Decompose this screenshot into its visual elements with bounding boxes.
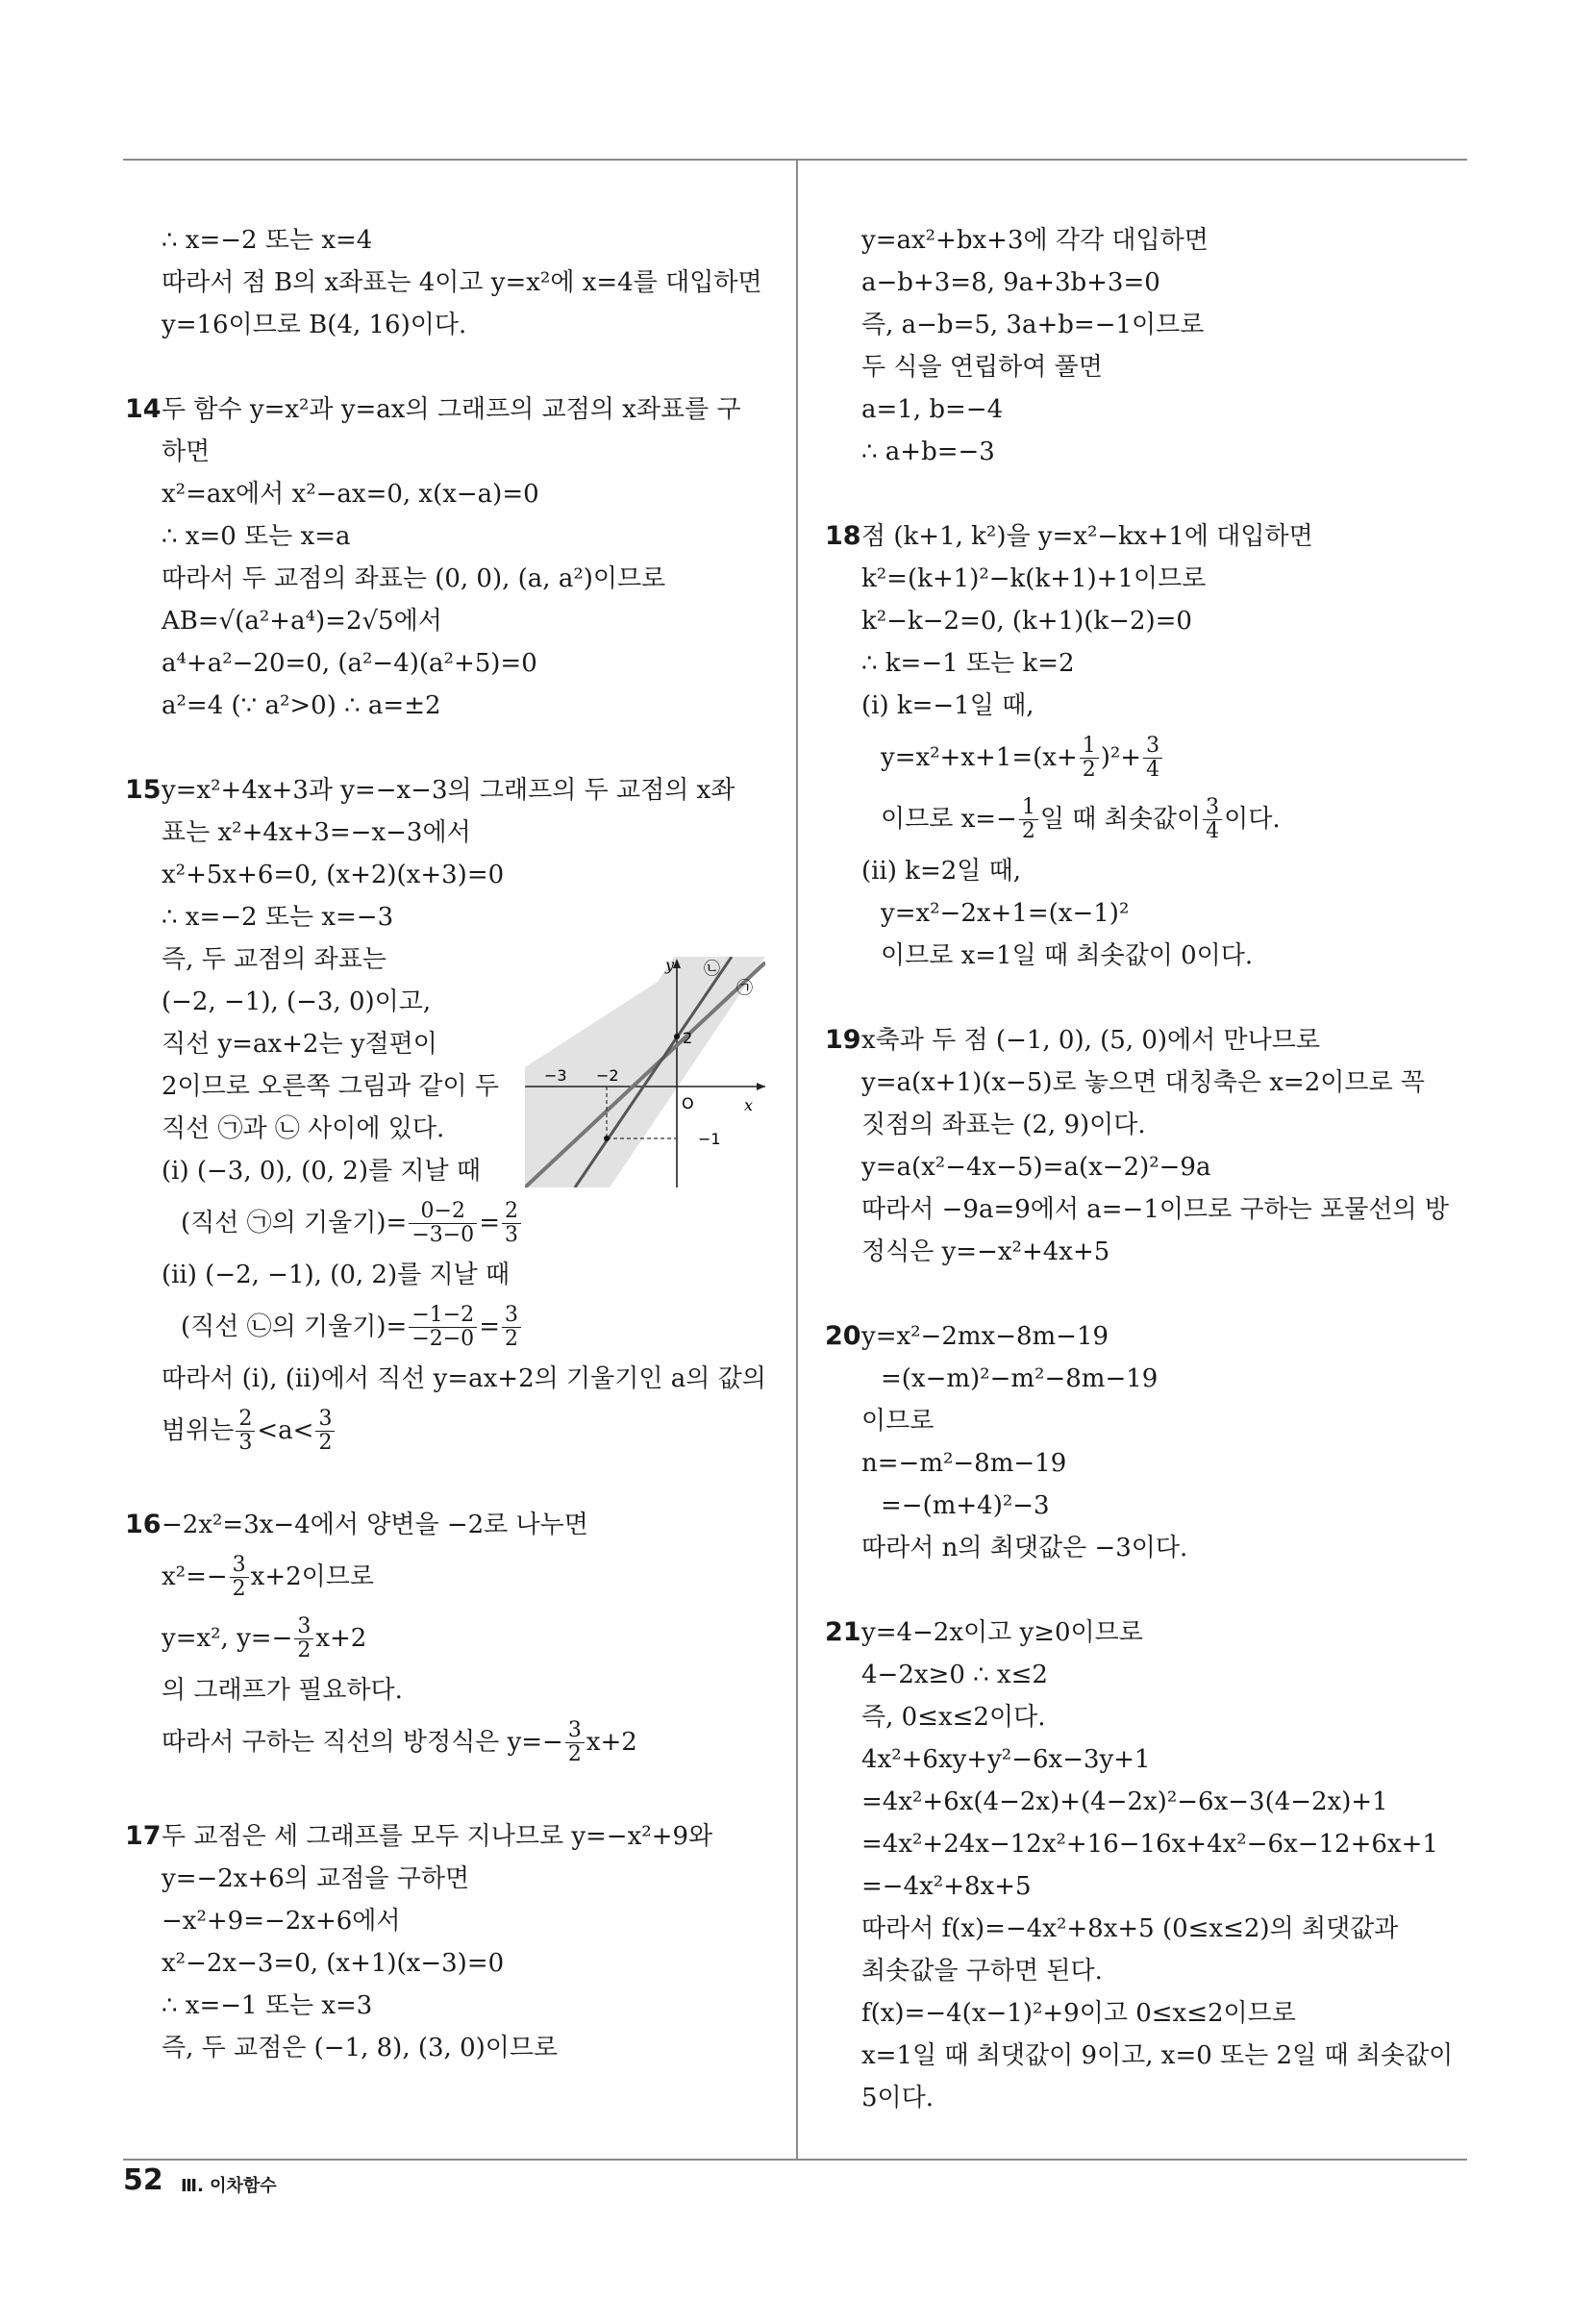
text-line: ∴ x=0 또는 x=a xyxy=(162,522,351,551)
point xyxy=(604,1136,610,1141)
text-line: 4−2x≥0 ∴ x≤2 xyxy=(861,1661,1048,1689)
text-line: y=x²−2x+1=(x−1)² xyxy=(881,899,1130,928)
slope-line-1 xyxy=(125,1192,779,1254)
text-line: y=x²−2mx−8m−19 xyxy=(861,1322,1109,1351)
text-line: (−2, −1), (−3, 0)이고, xyxy=(162,987,432,1016)
text-line: x²−2x−3=0, (x+1)(x−3)=0 xyxy=(162,1949,505,1978)
problem-number: 21 xyxy=(825,1617,861,1647)
line-region-figure xyxy=(525,957,765,1187)
text: 범위는 xyxy=(162,1416,235,1445)
text-line: x²=ax에서 x²−ax=0, x(x−a)=0 xyxy=(162,480,539,509)
text-line: x=1일 때 최댓값이 9이고, x=0 또는 2일 때 최솟값이 xyxy=(861,2041,1454,2070)
text-line: 두 함수 y=x²과 y=ax의 그래프의 교점의 x좌표를 구 xyxy=(162,395,741,424)
equation-line: 이므로 x=− $\frac{1}{2}$ 일 때 최솟값이 $\frac{3}{4}$ 이다. xyxy=(881,794,1281,843)
text: (직선 ㉠의 기울기)= xyxy=(181,1209,408,1237)
fraction: $\frac{1}{2}$ xyxy=(1080,735,1099,782)
text-line: f(x)=−4(x−1)²+9이고 0≤x≤2이므로 xyxy=(861,1999,1296,2028)
text-line: =4x²+24x−12x²+16−16x+4x²−6x−12+6x+1 xyxy=(861,1830,1438,1859)
text-line: y=x²+4x+3과 y=−x−3의 그래프의 두 교점의 x좌 xyxy=(162,776,735,805)
tick-label: −3 xyxy=(544,1066,567,1085)
column-divider xyxy=(796,159,798,2159)
text-line: (ⅱ) (−2, −1), (0, 2)를 지날 때 xyxy=(162,1261,511,1289)
text-line: x²+5x+6=0, (x+2)(x+3)=0 xyxy=(162,861,505,889)
problem-21 xyxy=(825,1612,1469,1654)
text-line: =−(m+4)²−3 xyxy=(881,1491,1050,1520)
text-line: a=1, b=−4 xyxy=(861,395,1004,424)
text-line: 즉, 0≤x≤2이다. xyxy=(861,1703,1046,1732)
text-line: 따라서 점 B의 x좌표는 4이고 y=x²에 x=4를 대입하면 xyxy=(162,268,762,297)
text-line: 따라서 두 교점의 좌표는 (0, 0), (a, a²)이므로 xyxy=(162,564,666,593)
problem-number: 16 xyxy=(125,1510,162,1539)
chapter-title: Ⅲ. 이차함수 xyxy=(181,2176,277,2196)
tick-label: 2 xyxy=(683,1029,693,1047)
fraction: $\frac{3}{2}$ xyxy=(294,1615,313,1662)
problem-number: 15 xyxy=(125,775,162,805)
text-line: =−4x²+8x+5 xyxy=(861,1872,1032,1901)
problem-15 xyxy=(125,769,779,812)
point xyxy=(674,1034,680,1039)
bottom-rule xyxy=(123,2159,1467,2161)
x-axis-label: x xyxy=(744,1096,754,1114)
line-1-label: ㉠ xyxy=(736,979,753,998)
text-line: (ⅱ) k=2일 때, xyxy=(861,857,1022,886)
equation-line: y=x²+x+1=(x+ $\frac{1}{2}$ )²+ $\frac{3}{4}$ xyxy=(825,727,1469,788)
text-line: 따라서 (ⅰ), (ⅱ)에서 직선 y=ax+2의 기울기인 a의 값의 xyxy=(162,1364,766,1393)
fraction: $\frac{2}{3}$ xyxy=(502,1200,521,1247)
text-line: y=16이므로 B(4, 16)이다. xyxy=(162,311,467,339)
fraction: $\frac{3}{4}$ xyxy=(1203,796,1222,843)
problem-number: 20 xyxy=(825,1321,861,1351)
problem-number: 17 xyxy=(125,1821,162,1851)
text-line: 이므로 xyxy=(861,1407,935,1436)
problem-number: 19 xyxy=(825,1025,861,1055)
top-rule xyxy=(123,159,1467,161)
text-line: x축과 두 점 (−1, 0), (5, 0)에서 만나므로 xyxy=(861,1026,1320,1055)
text-line: a²=4 (∵ a²>0) ∴ a=±2 xyxy=(162,691,441,720)
text-line: 직선 y=ax+2는 y절편이 xyxy=(162,1030,437,1059)
text-line: a⁴+a²−20=0, (a²−4)(a²+5)=0 xyxy=(162,649,537,678)
fraction: $\frac{3}{2}$ xyxy=(230,1554,249,1601)
problem-18 xyxy=(825,515,1469,558)
text-line: 즉, 두 교점의 좌표는 xyxy=(162,945,386,974)
text-line: =4x²+6x(4−2x)+(4−2x)²−6x−3(4−2x)+1 xyxy=(861,1787,1388,1816)
text-line: 직선 ㉠과 ㉡ 사이에 있다. xyxy=(162,1114,445,1143)
text: = xyxy=(479,1312,500,1341)
fraction: $\frac{3}{2}$ xyxy=(565,1719,585,1766)
text-line: (ⅰ) (−3, 0), (0, 2)를 지날 때 xyxy=(162,1157,481,1186)
page-number: 52 xyxy=(123,2163,163,2197)
problem-17 xyxy=(125,1815,779,1858)
text-line: y=−2x+6의 교점을 구하면 xyxy=(162,1864,470,1893)
fraction: $\frac{2}{3}$ xyxy=(236,1408,255,1455)
problem-16 xyxy=(125,1504,779,1546)
slope-line-2 xyxy=(125,1296,779,1358)
text-line: 즉, 두 교점은 (−1, 8), (3, 0)이므로 xyxy=(162,2034,559,2062)
text-line: 따라서 n의 최댓값은 −3이다. xyxy=(861,1534,1188,1562)
text-line: n=−m²−8m−19 xyxy=(861,1449,1067,1478)
line-2-label: ㉡ xyxy=(704,960,720,979)
text-line: k²−k−2=0, (k+1)(k−2)=0 xyxy=(861,607,1192,636)
text-line: a−b+3=8, 9a+3b+3=0 xyxy=(861,268,1160,297)
problem-19 xyxy=(825,1019,1469,1062)
text: = xyxy=(479,1209,500,1237)
equation-line: y=x², y=− $\frac{3}{2}$ x+2 xyxy=(162,1613,367,1662)
text-line: ∴ x=−2 또는 x=4 xyxy=(162,226,373,255)
text-line: −2x²=3x−4에서 양변을 −2로 나누면 xyxy=(162,1511,588,1539)
text-line: −x²+9=−2x+6에서 xyxy=(162,1907,401,1936)
range-line xyxy=(125,1400,779,1462)
problem-number: 14 xyxy=(125,394,162,424)
x-axis-arrow xyxy=(757,1083,765,1090)
text-line: 즉, a−b=5, 3a+b=−1이므로 xyxy=(861,311,1205,339)
text-line: ∴ k=−1 또는 k=2 xyxy=(861,649,1075,678)
text: (직선 ㉡의 기울기)= xyxy=(181,1312,408,1341)
text-line: y=a(x²−4x−5)=a(x−2)²−9a xyxy=(861,1153,1211,1182)
problem-number: 18 xyxy=(825,521,861,551)
text-line: 따라서 −9a=9에서 a=−1이므로 구하는 포물선의 방 xyxy=(861,1195,1449,1224)
text-line: y=4−2x이고 y≥0이므로 xyxy=(861,1618,1143,1647)
right-column xyxy=(825,219,1469,2119)
equation-line: 따라서 구하는 직선의 방정식은 y=− $\frac{3}{2}$ x+2 xyxy=(162,1717,637,1766)
text-line: (ⅰ) k=−1일 때, xyxy=(861,691,1034,720)
text-line: k²=(k+1)²−k(k+1)+1이므로 xyxy=(861,564,1207,593)
text-line: 이므로 x=1일 때 최솟값이 0이다. xyxy=(881,941,1254,970)
text-line: 2이므로 오른쪽 그림과 같이 두 xyxy=(162,1072,499,1101)
text-line: 짓점의 좌표는 (2, 9)이다. xyxy=(861,1111,1146,1139)
fraction: $\frac{3}{4}$ xyxy=(1143,735,1162,782)
problem-20 xyxy=(825,1315,1469,1358)
text-line: 정식은 y=−x²+4x+5 xyxy=(861,1237,1110,1266)
text-line: 하면 xyxy=(162,437,211,466)
text-line: ∴ a+b=−3 xyxy=(861,437,995,466)
text-line: 두 교점은 세 그래프를 모두 지나므로 y=−x²+9와 xyxy=(162,1822,713,1851)
fraction: $\frac{-1-2}{-2-0}$ xyxy=(409,1304,477,1351)
text-line: 따라서 f(x)=−4x²+8x+5 (0≤x≤2)의 최댓값과 xyxy=(861,1914,1399,1943)
text-line: ∴ x=−2 또는 x=−3 xyxy=(162,903,394,932)
text-line: =(x−m)²−m²−8m−19 xyxy=(881,1364,1159,1393)
text-line: 의 그래프가 필요하다. xyxy=(162,1676,403,1705)
tick-label: −2 xyxy=(596,1066,619,1085)
fraction: $\frac{3}{2}$ xyxy=(502,1304,521,1351)
text-line: y=ax²+bx+3에 각각 대입하면 xyxy=(861,226,1209,255)
text: <a< xyxy=(257,1416,314,1445)
fraction: $\frac{3}{2}$ xyxy=(315,1408,335,1455)
tick-label: −1 xyxy=(698,1130,721,1148)
text-line: 최솟값을 구하면 된다. xyxy=(861,1957,1103,1986)
text-line: 4x²+6xy+y²−6x−3y+1 xyxy=(861,1745,1151,1774)
text-line: y=a(x+1)(x−5)로 놓으면 대칭축은 x=2이므로 꼭 xyxy=(861,1068,1425,1097)
y-axis-label: y xyxy=(665,957,675,974)
equation-line: x²=− $\frac{3}{2}$ x+2이므로 xyxy=(162,1552,374,1601)
text-line: 표는 x²+4x+3=−x−3에서 xyxy=(162,818,471,847)
text-line: 5이다. xyxy=(861,2084,935,2112)
fraction: $\frac{0-2}{-3-0}$ xyxy=(409,1200,477,1247)
text-line: ∴ x=−1 또는 x=3 xyxy=(162,1991,373,2020)
text-line: AB=√(a²+a⁴)=2√5에서 xyxy=(162,607,442,636)
origin-label: O xyxy=(682,1094,694,1112)
problem-14 xyxy=(125,388,779,431)
text-line: 점 (k+1, k²)을 y=x²−kx+1에 대입하면 xyxy=(861,522,1313,551)
text-line: 두 식을 연립하여 풀면 xyxy=(861,353,1103,382)
fraction: $\frac{1}{2}$ xyxy=(1019,796,1038,843)
